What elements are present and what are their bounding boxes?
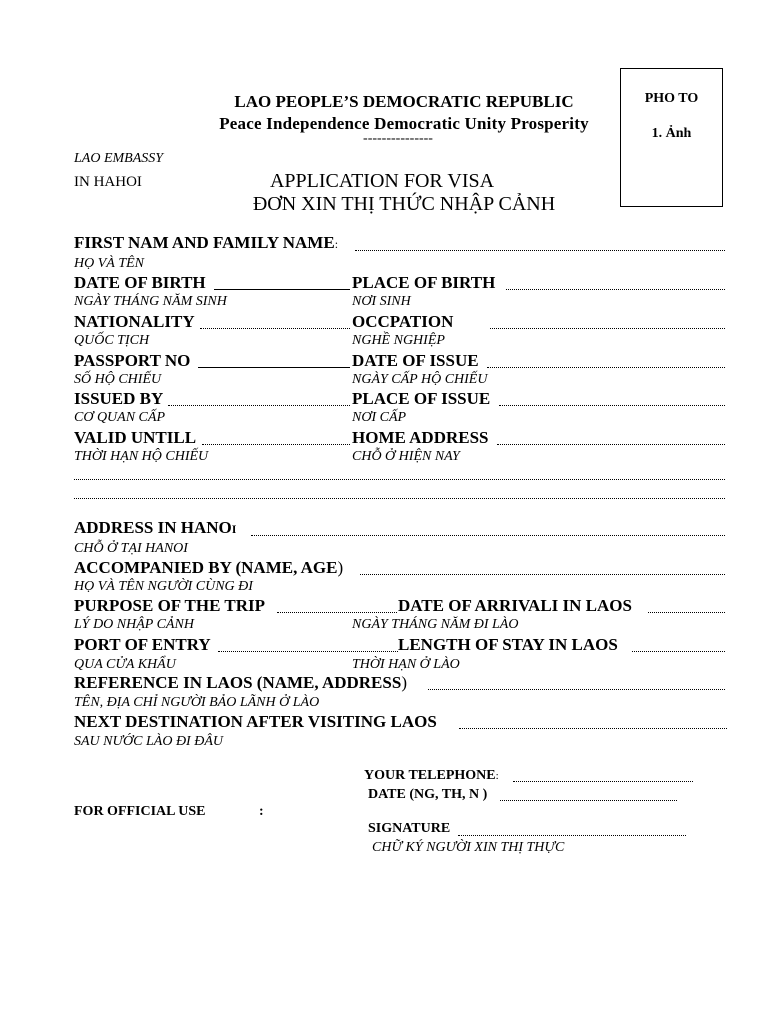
photo-label-vi: 1. Ảnh	[651, 126, 692, 141]
address-line-3[interactable]	[74, 498, 725, 499]
signature-field[interactable]	[458, 835, 686, 836]
nationality-sub: QUỐC TỊCH	[74, 333, 150, 348]
signature-label: SIGNATURE	[368, 821, 451, 836]
purpose-sub: LÝ DO NHẬP CẢNH	[74, 617, 194, 632]
stay-field[interactable]	[632, 651, 725, 652]
issued-by-label: ISSUED BY	[74, 389, 164, 408]
next-label: NEXT DESTINATION AFTER VISITING LAOS	[74, 712, 437, 731]
hanoi-sub: CHỖ Ở TẠI HANOI	[74, 541, 188, 556]
embassy-line1: LAO EMBASSY	[74, 151, 164, 166]
dob-label: DATE OF BIRTH	[74, 273, 206, 292]
valid-label: VALID UNTILL	[74, 428, 197, 447]
row-hanoi	[74, 519, 725, 539]
motto-heading: Peace Independence Democratic Unity Prosperity	[219, 114, 589, 133]
passport-field[interactable]	[198, 367, 350, 368]
purpose-label: PURPOSE OF THE TRIP	[74, 596, 265, 615]
issue-date-label: DATE OF ISSUE	[352, 351, 479, 370]
issue-place-field[interactable]	[499, 405, 725, 406]
telephone-field[interactable]	[513, 781, 693, 782]
dob-field[interactable]	[214, 289, 350, 290]
passport-sub: SỐ HỘ CHIẾU	[74, 372, 162, 387]
port-sub: QUA CỬA KHẨU	[74, 657, 176, 672]
next-sub: SAU NƯỚC LÀO ĐI ĐÂU	[74, 734, 223, 749]
issue-date-field[interactable]	[487, 367, 725, 368]
row-purpose	[74, 596, 725, 616]
row-next	[74, 712, 725, 732]
nationality-field[interactable]	[200, 328, 350, 329]
pob-label: PLACE OF BIRTH	[352, 273, 496, 292]
form-title-vi: ĐƠN XIN THỊ THỨC NHẬP CẢNH	[252, 193, 556, 215]
issue-place-label: PLACE OF ISSUE	[352, 389, 491, 408]
next-field[interactable]	[459, 728, 727, 729]
date-field[interactable]	[500, 800, 677, 801]
date-label: DATE (NG, TH, N )	[368, 787, 488, 802]
purpose-field[interactable]	[277, 612, 397, 613]
dob-sub: NGÀY THÁNG NĂM SINH	[74, 294, 227, 309]
home-sub: CHỖ Ở HIỆN NAY	[352, 449, 460, 464]
accompanied-sub: HỌ VÀ TÊN NGƯỜI CÙNG ĐI	[74, 579, 253, 594]
official-use-label: FOR OFFICIAL USE	[74, 804, 206, 819]
name-label: FIRST NAM AND FAMILY NAME:	[74, 233, 339, 252]
arrival-field[interactable]	[648, 612, 725, 613]
name-sub: HỌ VÀ TÊN	[74, 256, 144, 271]
row-port	[74, 635, 725, 655]
issue-date-sub: NGÀY CẤP HỘ CHIẾU	[352, 372, 488, 387]
row-name	[74, 234, 725, 254]
row-passport	[74, 351, 725, 371]
port-label: PORT OF ENTRY	[74, 635, 211, 654]
issued-by-field[interactable]	[168, 405, 350, 406]
issued-by-sub: CƠ QUAN CẤP	[74, 410, 165, 425]
stay-label: LENGTH OF STAY IN LAOS	[398, 635, 618, 654]
issue-place-sub: NƠI CẤP	[352, 410, 407, 425]
row-valid	[74, 428, 725, 448]
accompanied-field[interactable]	[360, 574, 725, 575]
stay-sub: THỜI HẠN Ở LÀO	[352, 657, 460, 672]
row-reference	[74, 673, 725, 693]
passport-label: PASSPORT NO	[74, 351, 191, 370]
hanoi-field[interactable]	[251, 535, 725, 536]
photo-label: PHO TO	[644, 91, 699, 106]
row-birth	[74, 273, 725, 293]
signature-sub: CHỮ KÝ NGƯỜI XIN THỊ THỰC	[372, 840, 565, 855]
valid-field[interactable]	[202, 444, 350, 445]
port-field[interactable]	[218, 651, 398, 652]
arrival-label: DATE OF ARRIVALI IN LAOS	[398, 596, 632, 615]
occupation-field[interactable]	[490, 328, 725, 329]
valid-sub: THỜI HẠN HỘ CHIẾU	[74, 449, 209, 464]
country-heading: LAO PEOPLE’S DEMOCRATIC REPUBLIC	[234, 92, 574, 111]
occupation-label: OCCPATION	[352, 312, 454, 331]
row-issued	[74, 389, 725, 409]
arrival-sub: NGÀY THÁNG NĂM ĐI LÀO	[352, 617, 519, 632]
occupation-sub: NGHỀ NGHIỆP	[352, 333, 445, 348]
row-accompanied	[74, 558, 725, 578]
home-field[interactable]	[497, 444, 725, 445]
reference-sub: TÊN, ĐỊA CHỈ NGƯỜI BẢO LÃNH Ở LÀO	[74, 695, 320, 710]
accompanied-label: ACCOMPANIED BY (NAME, AGE)	[74, 558, 344, 577]
reference-label: REFERENCE IN LAOS (NAME, ADDRESS)	[74, 673, 407, 692]
pob-field[interactable]	[506, 289, 725, 290]
reference-field[interactable]	[428, 689, 725, 690]
address-line-2[interactable]	[74, 479, 725, 480]
header-separator: ---------------	[363, 131, 433, 146]
telephone-label: YOUR TELEPHONE:	[364, 768, 499, 783]
name-field[interactable]	[355, 250, 725, 251]
form-title: APPLICATION FOR VISA	[269, 170, 495, 192]
home-label: HOME ADDRESS	[352, 428, 489, 447]
row-nationality	[74, 312, 725, 332]
pob-sub: NƠI SINH	[352, 294, 411, 309]
official-use-colon: :	[259, 804, 264, 819]
nationality-label: NATIONALITY	[74, 312, 195, 331]
embassy-line2: IN HAHOI	[74, 174, 142, 190]
hanoi-label: ADDRESS IN HANOI	[74, 518, 237, 537]
